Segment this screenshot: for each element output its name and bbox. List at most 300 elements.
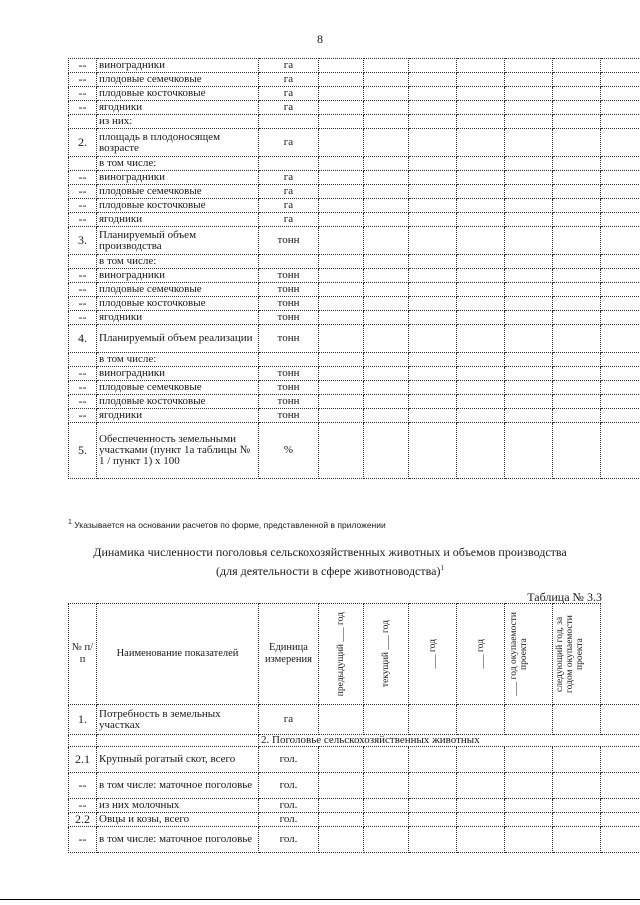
row-cell bbox=[457, 297, 505, 311]
row-cell bbox=[505, 747, 553, 773]
row-num: -- bbox=[69, 409, 97, 423]
row-cell bbox=[364, 311, 409, 325]
row-num: -- bbox=[69, 213, 97, 227]
row-label: в том числе: bbox=[97, 157, 259, 171]
row-cell bbox=[364, 171, 409, 185]
row-cell bbox=[409, 423, 457, 479]
row-cell bbox=[505, 185, 553, 199]
row-cell bbox=[319, 87, 364, 101]
row-cell bbox=[601, 255, 640, 269]
row-cell bbox=[319, 129, 364, 157]
row-cell bbox=[364, 269, 409, 283]
row-num: 5. bbox=[69, 423, 97, 479]
row-cell bbox=[364, 395, 409, 409]
row-cell bbox=[457, 269, 505, 283]
table-row bbox=[69, 59, 640, 73]
row-num: -- bbox=[69, 311, 97, 325]
row-cell bbox=[601, 171, 640, 185]
footnote-mark: 1 bbox=[68, 519, 72, 526]
row-num: -- bbox=[69, 297, 97, 311]
row-cell bbox=[457, 101, 505, 115]
table-row bbox=[69, 283, 640, 297]
section-title-line2 bbox=[60, 561, 600, 579]
row-label: виноградники bbox=[97, 269, 259, 283]
table-row bbox=[69, 255, 640, 269]
row-cell bbox=[553, 101, 601, 115]
row-cell bbox=[505, 227, 553, 255]
row-cell bbox=[364, 157, 409, 171]
row-cell bbox=[553, 157, 601, 171]
row-cell bbox=[319, 773, 364, 799]
row-num: -- bbox=[69, 269, 97, 283]
row-num: -- bbox=[69, 367, 97, 381]
row-cell bbox=[553, 185, 601, 199]
row-num bbox=[69, 115, 97, 129]
row-cell bbox=[553, 297, 601, 311]
table-row bbox=[69, 353, 640, 367]
row-cell bbox=[409, 213, 457, 227]
row-cell bbox=[409, 827, 457, 853]
row-cell bbox=[457, 773, 505, 799]
row-num: 2.2 bbox=[69, 813, 97, 827]
section-label: 2. Поголовье сельскохозяйственных животных bbox=[259, 735, 640, 747]
row-cell bbox=[601, 227, 640, 255]
row-cell bbox=[457, 255, 505, 269]
row-cell bbox=[601, 381, 640, 395]
row-unit: тонн bbox=[259, 409, 319, 423]
row-cell bbox=[457, 813, 505, 827]
row-cell bbox=[601, 773, 640, 799]
header-year-4: ___ год bbox=[457, 604, 505, 705]
row-cell bbox=[319, 171, 364, 185]
row-cell bbox=[601, 353, 640, 367]
row-cell bbox=[409, 115, 457, 129]
row-cell bbox=[409, 813, 457, 827]
row-cell bbox=[457, 353, 505, 367]
row-cell bbox=[553, 423, 601, 479]
row-unit: гол. bbox=[259, 747, 319, 773]
row-cell bbox=[601, 799, 640, 813]
row-cell bbox=[409, 227, 457, 255]
row-cell bbox=[505, 213, 553, 227]
row-label: Планируемый объем реализации bbox=[97, 325, 259, 353]
row-cell bbox=[319, 747, 364, 773]
row-cell bbox=[364, 799, 409, 813]
row-cell bbox=[601, 297, 640, 311]
row-cell bbox=[409, 311, 457, 325]
row-cell bbox=[364, 747, 409, 773]
table-row bbox=[69, 227, 640, 255]
row-cell bbox=[553, 87, 601, 101]
table-row bbox=[69, 773, 640, 799]
row-num: -- bbox=[69, 199, 97, 213]
row-cell bbox=[409, 73, 457, 87]
row-num: 3. bbox=[69, 227, 97, 255]
row-unit: гол. bbox=[259, 799, 319, 813]
row-unit: тонн bbox=[259, 297, 319, 311]
header-indicator: Наименование показателей bbox=[97, 604, 259, 705]
row-num bbox=[69, 255, 97, 269]
row-unit: га bbox=[259, 185, 319, 199]
row-cell bbox=[364, 297, 409, 311]
table-row bbox=[69, 101, 640, 115]
table-row bbox=[69, 87, 640, 101]
row-cell bbox=[364, 129, 409, 157]
row-cell bbox=[553, 395, 601, 409]
row-cell bbox=[457, 367, 505, 381]
table-row bbox=[69, 381, 640, 395]
row-label: плодовые косточковые bbox=[97, 87, 259, 101]
row-cell bbox=[553, 213, 601, 227]
row-cell bbox=[553, 59, 601, 73]
row-cell bbox=[505, 269, 553, 283]
row-cell bbox=[505, 87, 553, 101]
row-cell bbox=[553, 813, 601, 827]
row-cell bbox=[601, 367, 640, 381]
row-cell bbox=[457, 129, 505, 157]
row-cell bbox=[601, 325, 640, 353]
row-cell bbox=[505, 799, 553, 813]
header-year-next: следующий год, за годом окупаемости проекта bbox=[553, 604, 601, 705]
row-cell bbox=[601, 423, 640, 479]
row-cell bbox=[505, 73, 553, 87]
header-unit: Единица измерения bbox=[259, 604, 319, 705]
row-label: плодовые косточковые bbox=[97, 297, 259, 311]
row-cell bbox=[553, 311, 601, 325]
row-cell bbox=[364, 199, 409, 213]
row-unit: гол. bbox=[259, 827, 319, 853]
table-row bbox=[69, 297, 640, 311]
row-cell bbox=[601, 395, 640, 409]
table-row bbox=[69, 185, 640, 199]
section-title-text: (для деятельности в сфере животноводства) bbox=[216, 564, 441, 578]
row-cell bbox=[319, 395, 364, 409]
footnote-text: Указывается на основании расчетов по форме, представленной в приложении bbox=[74, 519, 386, 530]
row-label: ягодники bbox=[97, 101, 259, 115]
row-label: плодовые косточковые bbox=[97, 199, 259, 213]
production-table-continued bbox=[68, 58, 640, 479]
row-unit: тонн bbox=[259, 269, 319, 283]
row-label: плодовые косточковые bbox=[97, 395, 259, 409]
row-cell bbox=[457, 59, 505, 73]
row-unit: га bbox=[259, 87, 319, 101]
row-cell bbox=[553, 283, 601, 297]
row-unit: тонн bbox=[259, 283, 319, 297]
row-cell bbox=[505, 395, 553, 409]
row-cell bbox=[505, 199, 553, 213]
row-unit bbox=[259, 115, 319, 129]
row-cell bbox=[457, 311, 505, 325]
table-row bbox=[69, 325, 640, 353]
row-cell bbox=[364, 59, 409, 73]
row-cell bbox=[505, 171, 553, 185]
row-unit: га bbox=[259, 59, 319, 73]
row-cell bbox=[364, 255, 409, 269]
row-num: -- bbox=[69, 59, 97, 73]
row-cell bbox=[553, 799, 601, 813]
row-cell bbox=[457, 171, 505, 185]
row-cell bbox=[457, 213, 505, 227]
row-num: 4. bbox=[69, 325, 97, 353]
row-cell bbox=[457, 87, 505, 101]
table-row bbox=[69, 115, 640, 129]
row-cell bbox=[457, 409, 505, 423]
row-num: -- bbox=[69, 185, 97, 199]
row-cell bbox=[409, 101, 457, 115]
page-bottom-rule bbox=[0, 899, 640, 900]
row-cell bbox=[364, 325, 409, 353]
row-label: Планируемый объем производства bbox=[97, 227, 259, 255]
row-num: -- bbox=[69, 73, 97, 87]
row-cell bbox=[601, 747, 640, 773]
row-cell bbox=[553, 227, 601, 255]
row-cell bbox=[364, 773, 409, 799]
row-cell bbox=[457, 199, 505, 213]
row-label: в том числе: bbox=[97, 353, 259, 367]
row-cell bbox=[409, 297, 457, 311]
header-year-current: текущий ___ год bbox=[364, 604, 409, 705]
row-cell bbox=[319, 409, 364, 423]
row-cell bbox=[319, 101, 364, 115]
table-row bbox=[69, 395, 640, 409]
row-num: -- bbox=[69, 395, 97, 409]
row-cell bbox=[553, 747, 601, 773]
row-cell bbox=[457, 185, 505, 199]
row-label: в том числе: маточное поголовье bbox=[97, 827, 259, 853]
row-cell bbox=[364, 353, 409, 367]
page-number: 8 bbox=[317, 32, 323, 46]
row-cell bbox=[553, 827, 601, 853]
row-cell bbox=[601, 199, 640, 213]
table-row bbox=[69, 827, 640, 853]
row-cell bbox=[457, 73, 505, 87]
row-cell bbox=[553, 367, 601, 381]
row-cell bbox=[505, 129, 553, 157]
row-cell bbox=[505, 297, 553, 311]
row-unit bbox=[259, 255, 319, 269]
row-cell bbox=[319, 297, 364, 311]
row-cell bbox=[553, 381, 601, 395]
row-cell bbox=[553, 325, 601, 353]
row-cell bbox=[364, 213, 409, 227]
row-cell bbox=[409, 199, 457, 213]
row-label: виноградники bbox=[97, 367, 259, 381]
row-label: ягодники bbox=[97, 409, 259, 423]
row-cell bbox=[319, 73, 364, 87]
row-unit: га bbox=[259, 213, 319, 227]
row-unit: га bbox=[259, 705, 319, 735]
row-cell bbox=[319, 255, 364, 269]
section-row bbox=[69, 735, 640, 747]
row-cell bbox=[553, 115, 601, 129]
row-cell bbox=[601, 409, 640, 423]
row-cell bbox=[601, 129, 640, 157]
row-cell bbox=[553, 73, 601, 87]
table-row bbox=[69, 213, 640, 227]
table-row bbox=[69, 409, 640, 423]
header-year-3: ___ год bbox=[409, 604, 457, 705]
table-row bbox=[69, 423, 640, 479]
row-cell bbox=[319, 799, 364, 813]
section-title-footnote-mark: 1 bbox=[440, 564, 444, 572]
row-num: -- bbox=[69, 171, 97, 185]
row-cell bbox=[505, 827, 553, 853]
row-cell bbox=[319, 185, 364, 199]
row-cell bbox=[319, 283, 364, 297]
row-cell bbox=[553, 353, 601, 367]
row-cell bbox=[364, 185, 409, 199]
table-row bbox=[69, 129, 640, 157]
row-cell bbox=[601, 157, 640, 171]
row-cell bbox=[364, 423, 409, 479]
row-cell bbox=[601, 827, 640, 853]
row-cell bbox=[319, 813, 364, 827]
row-cell bbox=[505, 115, 553, 129]
row-cell bbox=[409, 799, 457, 813]
row-num: -- bbox=[69, 773, 97, 799]
row-cell bbox=[601, 87, 640, 101]
row-cell bbox=[319, 59, 364, 73]
row-cell bbox=[457, 283, 505, 297]
row-label: ягодники bbox=[97, 213, 259, 227]
table-row bbox=[69, 813, 640, 827]
row-unit: га bbox=[259, 129, 319, 157]
row-cell bbox=[364, 101, 409, 115]
row-cell bbox=[364, 87, 409, 101]
row-label: в том числе: bbox=[97, 255, 259, 269]
row-unit: га bbox=[259, 171, 319, 185]
row-cell bbox=[553, 171, 601, 185]
row-cell bbox=[553, 129, 601, 157]
row-cell bbox=[457, 157, 505, 171]
row-num: -- bbox=[69, 283, 97, 297]
row-cell bbox=[457, 799, 505, 813]
row-cell bbox=[364, 813, 409, 827]
livestock-table bbox=[68, 603, 640, 853]
row-cell bbox=[505, 409, 553, 423]
row-cell bbox=[364, 73, 409, 87]
row-cell bbox=[319, 227, 364, 255]
row-cell bbox=[319, 199, 364, 213]
row-label: Овцы и козы, всего bbox=[97, 813, 259, 827]
row-cell bbox=[409, 367, 457, 381]
row-label: плодовые семечковые bbox=[97, 73, 259, 87]
row-cell bbox=[505, 59, 553, 73]
row-cell bbox=[601, 213, 640, 227]
row-cell bbox=[364, 283, 409, 297]
row-cell bbox=[319, 311, 364, 325]
row-cell bbox=[505, 813, 553, 827]
row-cell bbox=[553, 199, 601, 213]
row-unit: гол. bbox=[259, 773, 319, 799]
row-cell bbox=[364, 409, 409, 423]
row-label: Крупный рогатый скот, всего bbox=[97, 747, 259, 773]
row-cell bbox=[601, 73, 640, 87]
row-cell bbox=[457, 115, 505, 129]
row-cell bbox=[319, 269, 364, 283]
row-unit: тонн bbox=[259, 227, 319, 255]
row-cell bbox=[319, 353, 364, 367]
row-num bbox=[69, 353, 97, 367]
row-cell bbox=[601, 283, 640, 297]
row-cell bbox=[601, 813, 640, 827]
row-num bbox=[69, 157, 97, 171]
row-cell bbox=[553, 409, 601, 423]
row-cell bbox=[409, 283, 457, 297]
table-row bbox=[69, 311, 640, 325]
table-row bbox=[69, 73, 640, 87]
row-cell bbox=[601, 269, 640, 283]
row-cell bbox=[505, 157, 553, 171]
footnote bbox=[68, 519, 386, 530]
row-label: плодовые семечковые bbox=[97, 283, 259, 297]
row-cell bbox=[409, 255, 457, 269]
row-unit: га bbox=[259, 101, 319, 115]
table-caption: Таблица № 3.3 bbox=[527, 590, 602, 604]
row-cell bbox=[457, 395, 505, 409]
table-row bbox=[69, 367, 640, 381]
row-label: Обеспеченность земельными участками (пункт 1а таблицы № 1 / пункт 1) x 100 bbox=[97, 423, 259, 479]
table-row bbox=[69, 799, 640, 813]
row-label: виноградники bbox=[97, 171, 259, 185]
row-cell bbox=[409, 129, 457, 157]
row-unit: тонн bbox=[259, 367, 319, 381]
row-unit bbox=[259, 353, 319, 367]
row-cell bbox=[457, 325, 505, 353]
row-cell bbox=[319, 213, 364, 227]
row-cell bbox=[409, 353, 457, 367]
row-unit: тонн bbox=[259, 395, 319, 409]
row-label: из них: bbox=[97, 115, 259, 129]
row-cell bbox=[457, 827, 505, 853]
row-unit bbox=[259, 157, 319, 171]
row-num: -- bbox=[69, 87, 97, 101]
row-label: из них молочных bbox=[97, 799, 259, 813]
row-cell bbox=[601, 59, 640, 73]
row-cell bbox=[319, 381, 364, 395]
header-year-payback: ___ год окупаемости проекта bbox=[505, 604, 553, 705]
row-cell bbox=[553, 773, 601, 799]
row-label: площадь в плодоносящем возрасте bbox=[97, 129, 259, 157]
row-cell bbox=[319, 115, 364, 129]
row-cell bbox=[601, 185, 640, 199]
header-year-previous: предыдущий ___ год bbox=[319, 604, 364, 705]
row-cell bbox=[319, 367, 364, 381]
row-cell bbox=[409, 409, 457, 423]
row-cell bbox=[457, 381, 505, 395]
header-num: № п/п bbox=[69, 604, 97, 705]
row-cell bbox=[409, 171, 457, 185]
row-cell bbox=[409, 747, 457, 773]
row-cell bbox=[505, 283, 553, 297]
row-cell bbox=[409, 87, 457, 101]
row-cell bbox=[601, 311, 640, 325]
row-num: -- bbox=[69, 799, 97, 813]
row-unit: га bbox=[259, 199, 319, 213]
row-cell bbox=[553, 255, 601, 269]
row-num: -- bbox=[69, 827, 97, 853]
table-row bbox=[69, 171, 640, 185]
row-num: 2.1 bbox=[69, 747, 97, 773]
row-cell bbox=[319, 423, 364, 479]
row-num: -- bbox=[69, 381, 97, 395]
row-cell bbox=[364, 827, 409, 853]
row-label: виноградники bbox=[97, 59, 259, 73]
row-cell bbox=[457, 423, 505, 479]
row-cell bbox=[553, 269, 601, 283]
row-unit: % bbox=[259, 423, 319, 479]
row-cell bbox=[505, 353, 553, 367]
